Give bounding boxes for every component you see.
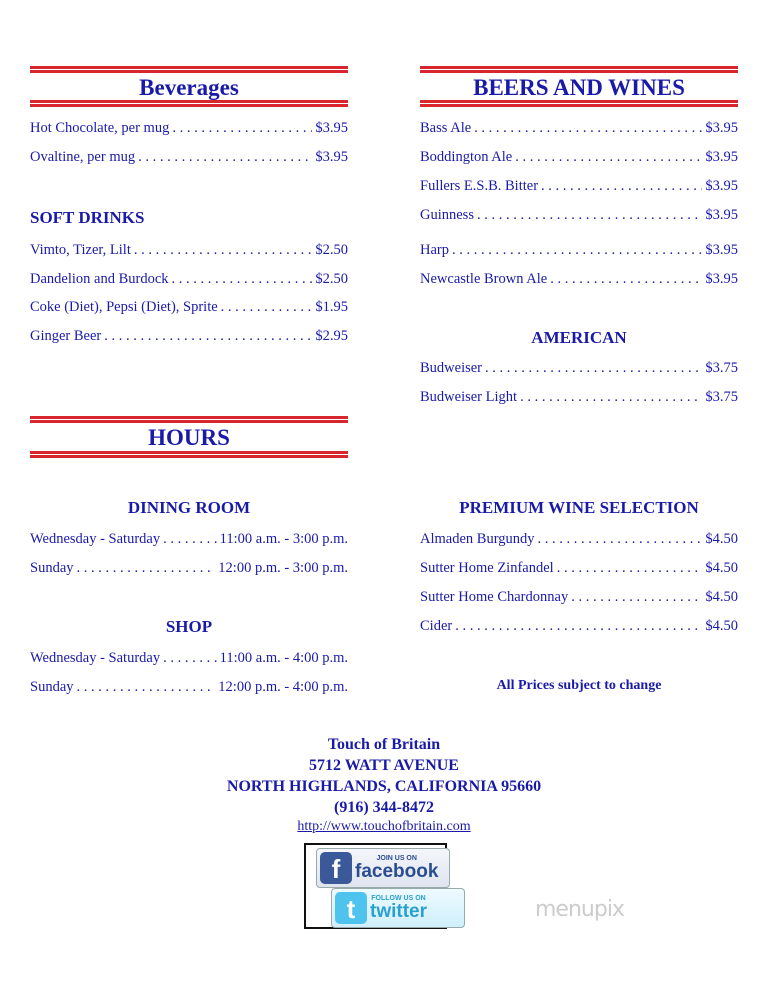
item-name: Ginger Beer (30, 328, 102, 344)
facebook-small-text: JOIN US ON (376, 854, 417, 862)
dining-room-heading: DINING ROOM (127, 498, 251, 517)
item-price: $3.95 (705, 178, 738, 194)
menu-item (30, 149, 348, 166)
item-price: 12:00 p.m. - 4:00 p.m. (218, 679, 348, 695)
menu-item (30, 679, 348, 696)
price-note: All Prices subject to change (496, 678, 662, 693)
item-price: $3.95 (705, 271, 738, 287)
business-name: Touch of Britain (327, 736, 441, 753)
header-rule (30, 451, 348, 458)
dot-leader (520, 389, 702, 406)
item-name: Fullers E.S.B. Bitter (420, 178, 539, 194)
dot-leader (538, 531, 703, 548)
street-address: 5712 WATT AVENUE (309, 757, 459, 774)
item-price: $4.50 (705, 560, 738, 576)
dot-leader (77, 679, 216, 696)
item-name: Wednesday - Saturday (30, 650, 161, 666)
item-name: Sutter Home Zinfandel (420, 560, 554, 576)
premium-wine-heading: PREMIUM WINE SELECTION (459, 498, 699, 517)
item-name: Cider (420, 618, 453, 634)
item-price: $3.95 (315, 120, 348, 136)
twitter-icon: t (335, 892, 367, 924)
menu-item (30, 120, 348, 137)
item-price: $3.75 (705, 389, 738, 405)
phone-number: (916) 344-8472 (334, 799, 434, 816)
menu-item (420, 531, 738, 548)
menu-item (30, 650, 348, 667)
item-price: 12:00 p.m. - 3:00 p.m. (218, 560, 348, 576)
item-name: Wednesday - Saturday (30, 531, 161, 547)
soft-drinks-heading: SOFT DRINKS (30, 208, 145, 227)
item-name: Budweiser (420, 360, 483, 376)
twitter-small-text: FOLLOW US ON (371, 894, 426, 902)
menu-item (30, 531, 348, 548)
dot-leader (172, 271, 313, 288)
website-link[interactable]: http://www.touchofbritain.com (297, 819, 471, 834)
item-price: $2.95 (315, 328, 348, 344)
item-name: Coke (Diet), Pepsi (Diet), Sprite (30, 299, 218, 315)
menu-item (420, 389, 738, 406)
header-rule (30, 66, 348, 73)
item-name: Bass Ale (420, 120, 472, 136)
item-price: $3.95 (705, 149, 738, 165)
dot-leader (104, 328, 312, 345)
facebook-label: facebook (355, 860, 439, 882)
menu-item (420, 178, 738, 195)
item-price: $3.95 (705, 207, 738, 223)
menu-item (420, 149, 738, 166)
item-price: $1.95 (315, 299, 348, 315)
dot-leader (485, 360, 702, 377)
header-rule (30, 100, 348, 107)
dot-leader (138, 149, 312, 166)
dot-leader (455, 618, 702, 635)
item-price: $3.95 (705, 242, 738, 258)
city-address: NORTH HIGHLANDS, CALIFORNIA 95660 (226, 778, 542, 795)
item-name: Sunday (30, 679, 74, 695)
hours-heading: HOURS (148, 425, 230, 450)
dot-leader (557, 560, 703, 577)
menu-item (420, 618, 738, 635)
dot-leader (550, 271, 702, 288)
item-name: Sutter Home Chardonnay (420, 589, 569, 605)
item-price: $2.50 (315, 242, 348, 258)
item-name: Newcastle Brown Ale (420, 271, 548, 287)
dot-leader (172, 120, 312, 137)
menu-item (30, 560, 348, 577)
item-price: 11:00 a.m. - 3:00 p.m. (219, 531, 348, 547)
item-name: Vimto, Tizer, Lilt (30, 242, 131, 258)
dot-leader (452, 242, 702, 259)
twitter-button[interactable] (331, 888, 465, 928)
menupix-watermark: menupix (535, 897, 624, 922)
american-heading: AMERICAN (531, 328, 627, 347)
item-name: Almaden Burgundy (420, 531, 535, 547)
item-price: 11:00 a.m. - 4:00 p.m. (219, 650, 348, 666)
menu-item (420, 360, 738, 377)
dot-leader (571, 589, 702, 606)
header-rule (420, 100, 738, 107)
menu-item (420, 560, 738, 577)
dot-leader (163, 650, 217, 667)
dot-leader (77, 560, 216, 577)
item-price: $3.95 (705, 120, 738, 136)
item-name: Sunday (30, 560, 74, 576)
item-price: $2.50 (315, 271, 348, 287)
item-name: Hot Chocolate, per mug (30, 120, 170, 136)
menu-item (30, 271, 348, 288)
item-price: $4.50 (705, 531, 738, 547)
menu-item (30, 299, 348, 316)
item-name: Harp (420, 242, 449, 258)
item-name: Boddington Ale (420, 149, 513, 165)
item-name: Ovaltine, per mug (30, 149, 136, 165)
facebook-icon: f (320, 852, 352, 884)
item-name: Guinness (420, 207, 474, 223)
header-rule (420, 66, 738, 73)
dot-leader (221, 299, 313, 316)
shop-heading: SHOP (165, 617, 213, 636)
item-name: Dandelion and Burdock (30, 271, 169, 287)
beers-wines-heading: BEERS AND WINES (473, 75, 685, 100)
menu-item (420, 589, 738, 606)
item-price: $3.75 (705, 360, 738, 376)
menu-item (420, 120, 738, 137)
menu-item (30, 242, 348, 259)
menu-item (30, 328, 348, 345)
menu-item (420, 242, 738, 259)
dot-leader (163, 531, 217, 548)
menu-item (420, 207, 738, 224)
dot-leader (474, 120, 702, 137)
dot-leader (134, 242, 313, 259)
dot-leader (515, 149, 702, 166)
facebook-button[interactable] (316, 848, 450, 888)
social-box (304, 843, 447, 929)
twitter-label: twitter (370, 900, 427, 922)
item-name: Budweiser Light (420, 389, 518, 405)
item-price: $4.50 (705, 618, 738, 634)
dot-leader (477, 207, 702, 224)
menu-item (420, 271, 738, 288)
item-price: $4.50 (705, 589, 738, 605)
header-rule (30, 416, 348, 423)
beverages-heading: Beverages (139, 75, 239, 100)
dot-leader (541, 178, 702, 195)
item-price: $3.95 (315, 149, 348, 165)
